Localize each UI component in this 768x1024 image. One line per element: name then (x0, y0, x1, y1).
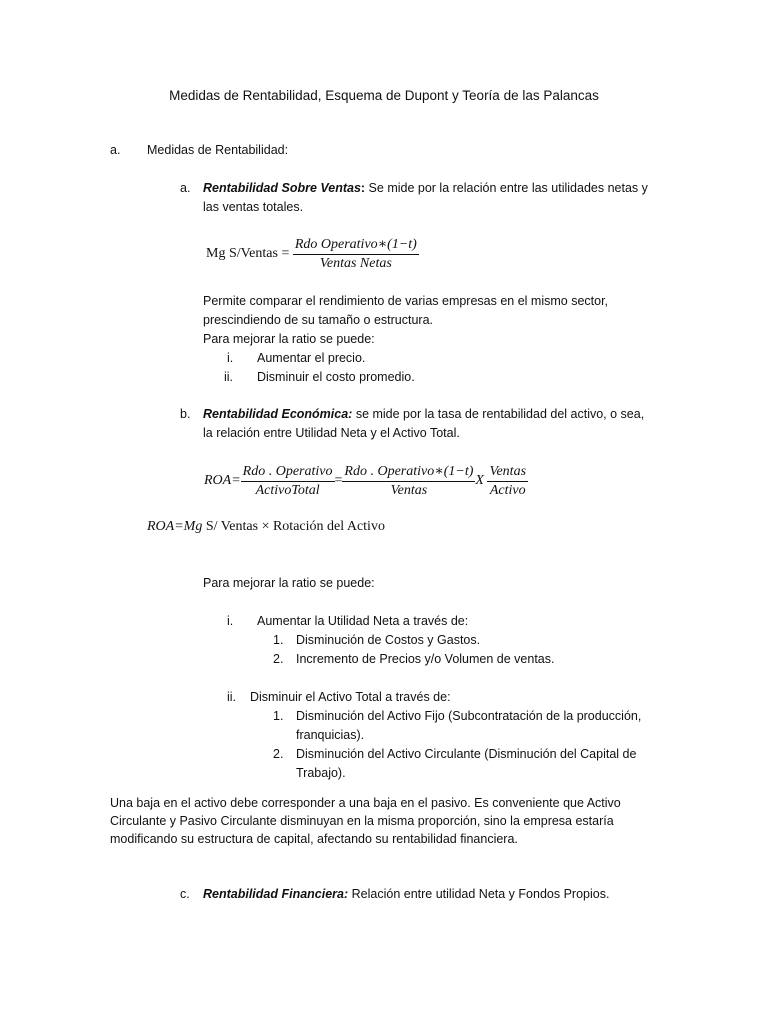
sub-a-marker: a. (180, 181, 191, 195)
sub-a-text1: Se mide por la relación entre las utilidades netas y (365, 181, 648, 195)
sub-b-ii-1-line2: franquicias). (296, 728, 365, 742)
sub-b-term: Rentabilidad Económica: (203, 407, 353, 421)
sub-b-i-1-text: Disminución de Costos y Gastos. (296, 633, 481, 647)
roa2-rest: S/ Ventas × Rotación del Activo (202, 519, 385, 534)
roa-times: X (475, 473, 484, 489)
section-a-marker: a. (110, 143, 121, 157)
roa-frac2-num: Rdo . Operativo∗(1−t) (342, 463, 475, 482)
section-a-heading: Medidas de Rentabilidad: (147, 143, 289, 157)
sub-a-text2: las ventas totales. (203, 200, 304, 214)
sub-b-ii-2-marker: 2. (273, 747, 284, 761)
roa-frac1-den: ActivoTotal (255, 482, 320, 498)
sub-b-i-2-marker: 2. (273, 652, 284, 666)
sub-b-marker: b. (180, 407, 191, 421)
note-line3: modificando su estructura de capital, afectando su rentabilidad financiera. (110, 832, 518, 846)
formula-numerator: Rdo Operativo∗(1−t) (293, 236, 419, 255)
page-title: Medidas de Rentabilidad, Esquema de Dupont y Teoría de las Palancas (169, 88, 599, 103)
sub-b-item-i-marker: i. (227, 614, 234, 628)
sub-b-ii-2-line1: Disminución del Activo Circulante (Disminución del Capital de (296, 747, 637, 761)
formula-fraction (293, 236, 419, 272)
sub-b-line1 (203, 407, 644, 421)
roa-frac1-num: Rdo . Operativo (241, 464, 335, 482)
sub-a-para2: prescindiendo de su tamaño o estructura. (203, 313, 433, 327)
roa-frac3-den: Activo (489, 482, 526, 498)
sub-a-item-i-marker: i. (227, 351, 234, 365)
sub-b-item-i-text: Aumentar la Utilidad Neta a través de: (257, 614, 469, 628)
sub-a-item-ii-text: Disminuir el costo promedio. (257, 370, 415, 384)
roa-frac3-num: Ventas (487, 464, 528, 482)
formula-denominator: Ventas Netas (319, 256, 392, 271)
roa-equals: = (334, 473, 343, 489)
sub-b-ii-2-line2: Trabajo). (296, 766, 346, 780)
sub-a-improve: Para mejorar la ratio se puede: (203, 332, 375, 346)
sub-b-text2: la relación entre Utilidad Neta y el Activo Total. (203, 426, 460, 440)
sub-a-colon: : (360, 181, 366, 195)
sub-c-line (203, 887, 609, 901)
sub-c-marker: c. (180, 887, 190, 901)
sub-b-ii-1-marker: 1. (273, 709, 284, 723)
sub-b-item-ii-text: Disminuir el Activo Total a través de: (250, 690, 451, 704)
sub-c-term: Rentabilidad Financiera: (203, 887, 349, 901)
sub-a-line1 (203, 181, 648, 195)
roa2-lhs: ROA=Mg (147, 519, 203, 534)
roa-fraction-1 (241, 464, 335, 499)
sub-b-ii-1-line1: Disminución del Activo Fijo (Subcontratación de la producción, (296, 709, 642, 723)
sub-b-i-2-text: Incremento de Precios y/o Volumen de ventas. (296, 652, 555, 666)
note-line1: Una baja en el activo debe corresponder a una baja en el pasivo. Es conveniente que Activo (110, 796, 621, 810)
note-line2: Circulante y Pasivo Circulante disminuyan en la misma proporción, sino la empresa estaría (110, 814, 614, 828)
sub-b-text1: se mide por la tasa de rentabilidad del activo, o sea, (352, 407, 645, 421)
roa-fraction-3 (487, 464, 528, 499)
formula-lhs: Mg S/Ventas = (206, 246, 290, 262)
sub-b-i-1-marker: 1. (273, 633, 284, 647)
sub-a-term: Rentabilidad Sobre Ventas (203, 181, 361, 195)
sub-a-para1: Permite comparar el rendimiento de varias empresas en el mismo sector, (203, 294, 609, 308)
roa-lhs: ROA= (204, 473, 241, 489)
sub-b-improve: Para mejorar la ratio se puede: (203, 576, 375, 590)
formula-margin-sales (206, 236, 419, 272)
roa-frac2-den: Ventas (390, 483, 428, 498)
formula-roa (204, 463, 528, 499)
sub-a-item-i-text: Aumentar el precio. (257, 351, 366, 365)
sub-a-item-ii-marker: ii. (224, 370, 234, 384)
roa-fraction-2 (342, 463, 475, 499)
sub-c-text: Relación entre utilidad Neta y Fondos Propios. (348, 887, 610, 901)
formula-roa-dupont (147, 519, 385, 535)
sub-b-item-ii-marker: ii. (227, 690, 237, 704)
